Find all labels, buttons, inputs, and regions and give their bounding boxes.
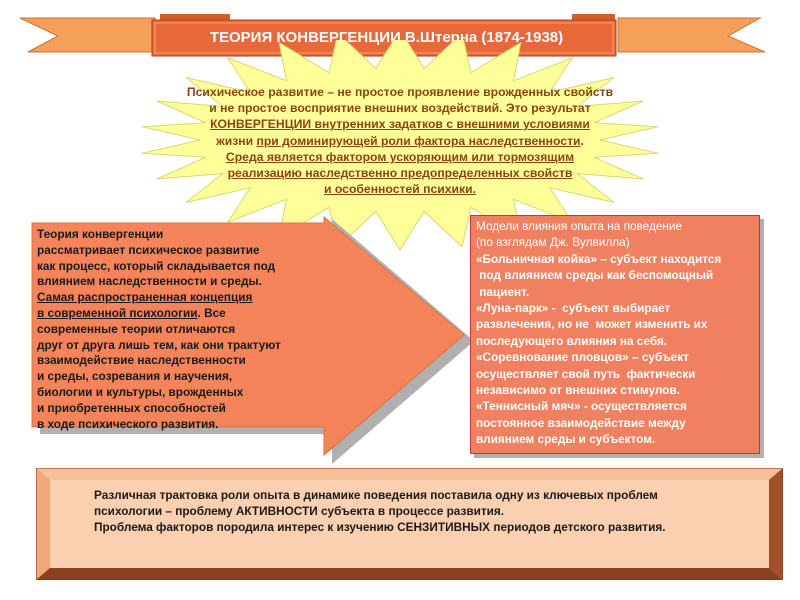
definition-line: [165, 149, 635, 165]
theory-text: рассматривает психическое развитие: [37, 242, 260, 257]
definition-line: [165, 181, 635, 197]
model-line: пациент.: [476, 284, 530, 299]
theory-line: [37, 274, 322, 290]
model-line: «Соревнование пловцов» – субъект: [476, 350, 689, 365]
theory-line: [37, 227, 322, 243]
definition-line: [165, 116, 635, 132]
definition-line: [165, 100, 635, 116]
conclusion-line: Проблема факторов породила интерес к изучению СЕНЗИТИВНЫХ периодов детского развития.: [94, 520, 666, 535]
model-line: постоянное взаимодействие между: [476, 415, 686, 430]
definition-text: Психическое развитие – не простое проявление врожденных свойств: [186, 85, 614, 99]
model-line: «Луна-парк» - субъект выбирает: [476, 301, 671, 316]
definition-text: КОНВЕРГЕНЦИИ внутренних задатков с внешними условиями: [210, 117, 590, 132]
model-line: влиянием среды и субъектом.: [476, 432, 656, 447]
theory-text: и приобретенных способностей: [37, 400, 226, 415]
model-line: (по взглядам Дж. Вулвилла): [476, 235, 630, 250]
definition-text: Среда является фактором ускоряющим или тормозящим: [225, 149, 575, 164]
definition-emphasis: при доминирующей роли фактора наследственности: [256, 133, 581, 148]
theory-text: в ходе психического развития.: [37, 416, 219, 431]
conclusion-line: психологии – проблему АКТИВНОСТИ субъекта в процессе развития.: [94, 504, 505, 519]
theory-line: [37, 369, 322, 385]
theory-text: друг от друга лишь тем, как они трактуют: [37, 337, 281, 352]
theory-text: Теория конвергенции: [37, 227, 164, 241]
definition-line: [165, 133, 635, 149]
model-line: осуществляет свой путь фактически: [476, 366, 696, 381]
theory-text: биологии и культуры, врожденных: [37, 384, 244, 399]
theory-line: [37, 401, 322, 417]
convergence-theory-text: [37, 227, 322, 432]
theory-text: влиянием наследственности и среды.: [37, 274, 262, 289]
theory-text: Самая распространенная концепция: [37, 290, 253, 305]
theory-text: как процесс, который складывается под: [37, 258, 276, 273]
definition-text: жизни: [216, 133, 257, 148]
model-line: «Больничная койка» – субъект находится: [476, 251, 722, 266]
model-line: под влиянием среды как беспомощный: [476, 268, 714, 283]
theory-line: [37, 385, 322, 401]
definition-end: .: [580, 133, 584, 148]
theory-text: в современной психологии: [37, 305, 198, 320]
theory-line: [37, 322, 322, 338]
model-line: Модели влияния опыта на поведение: [476, 219, 683, 233]
model-line: развлечения, но не может изменить их: [476, 317, 708, 332]
theory-line: [37, 243, 322, 259]
model-line: «Теннисный мяч» - осуществляется: [476, 399, 687, 414]
theory-end: . Все: [197, 305, 226, 320]
model-line: последующего влияния на себя.: [476, 333, 668, 348]
page-title: ТЕОРИЯ КОНВЕРГЕНЦИИ В.Штерна (1874-1938): [209, 29, 564, 46]
conclusion-text: [94, 487, 774, 536]
theory-text: взаимодействие наследственности: [37, 353, 246, 368]
definition-text: реализацию наследственно предопределенных свойств: [227, 166, 573, 181]
convergence-definition: [165, 84, 635, 197]
theory-line: [37, 259, 322, 275]
conclusion-line: Различная трактовка роли опыта в динамике поведения поставила одну из ключевых проблем: [94, 488, 658, 502]
definition-line: [165, 165, 635, 181]
theory-text: современные теории отличаются: [37, 321, 236, 336]
theory-line: [37, 290, 322, 306]
theory-line: [37, 353, 322, 369]
theory-text: и среды, созревания и научения,: [37, 369, 233, 384]
theory-line: [37, 338, 322, 354]
definition-text: и особенностей психики.: [324, 182, 476, 197]
experience-models-text: [476, 218, 761, 448]
theory-line: [37, 306, 322, 322]
theory-line: [37, 417, 322, 433]
definition-text: и не простое восприятие внешних воздействий. Это результат: [209, 101, 591, 116]
model-line: независимо от внешних стимулов.: [476, 383, 680, 398]
definition-line: [165, 84, 635, 100]
